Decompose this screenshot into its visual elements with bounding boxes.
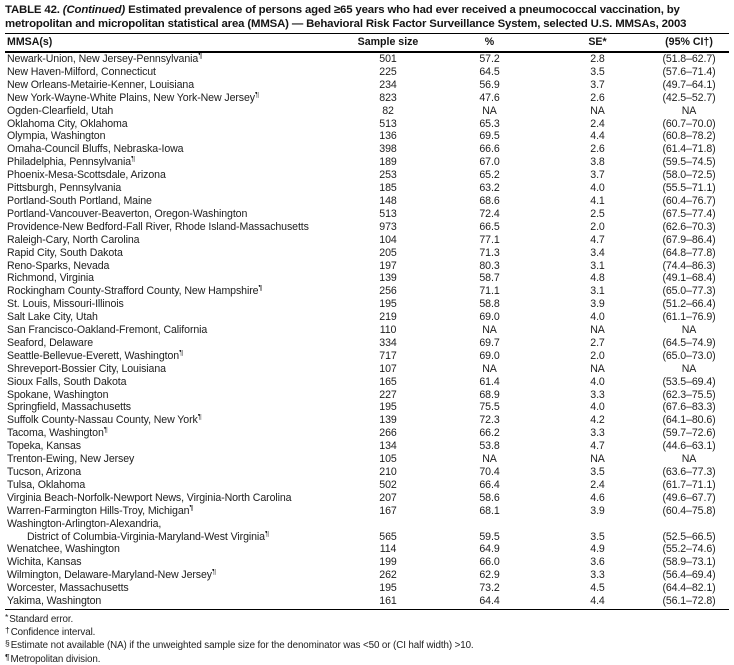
- footnote-symbol: *: [5, 611, 9, 622]
- confidence-interval-value: (67.5–77.4): [662, 207, 716, 220]
- table-body: [5, 52, 729, 609]
- standard-error-value: 2.8: [590, 53, 605, 65]
- footnote-marker: ¶: [254, 91, 260, 99]
- column-header-percent: %: [433, 34, 546, 53]
- confidence-interval-value: (63.6–77.3): [662, 466, 716, 478]
- mmsa-name: Seattle-Bellevue-Everett, Washington¶: [7, 349, 184, 362]
- mmsa-name: District of Columbia-Virginia-Maryland-West Virginia¶: [27, 530, 270, 543]
- sample-size-value: 82: [382, 104, 394, 117]
- mmsa-name: Portland-South Portland, Maine: [7, 194, 152, 207]
- footnote-marker: ¶: [212, 569, 217, 577]
- percent-value: 68.1: [479, 504, 500, 517]
- sample-size-value: 502: [379, 478, 397, 491]
- table-row: [5, 337, 729, 350]
- percent-value: 65.2: [479, 169, 500, 182]
- sample-size-value: 234: [379, 78, 397, 91]
- mmsa-name: Sioux Falls, South Dakota: [7, 375, 127, 388]
- confidence-interval-value: (59.7–72.6): [662, 427, 716, 440]
- standard-error-value: 2.4: [590, 478, 605, 491]
- footnote-marker: ¶: [264, 530, 270, 538]
- confidence-interval-value: (61.4–71.8): [662, 143, 716, 156]
- standard-error-value: 3.5: [590, 530, 605, 543]
- sample-size-value: 110: [379, 324, 397, 337]
- confidence-interval-value: (67.6–83.3): [662, 401, 716, 414]
- standard-error-value: 4.5: [590, 582, 605, 595]
- confidence-interval-value: (52.5–66.5): [662, 530, 716, 543]
- sample-size-value: 253: [379, 169, 397, 182]
- footnote: [5, 612, 729, 625]
- sample-size-value: 165: [379, 375, 397, 388]
- table-row: [5, 543, 729, 556]
- mmsa-name: Portland-Vancouver-Beaverton, Oregon-Washington: [7, 207, 248, 220]
- percent-value: 69.7: [479, 336, 500, 349]
- table-row: [5, 492, 729, 505]
- footnote: [5, 625, 729, 638]
- confidence-interval-value: (58.0–72.5): [662, 169, 716, 182]
- table-row: [5, 350, 729, 363]
- table-row: [5, 260, 729, 273]
- standard-error-value: 2.5: [590, 207, 605, 220]
- percent-value: 66.4: [479, 478, 500, 491]
- percent-value: 71.3: [479, 246, 500, 259]
- table-row: [5, 505, 729, 518]
- prevalence-table: [5, 33, 729, 610]
- table-row: [5, 453, 729, 466]
- confidence-interval-value: (49.6–67.7): [662, 491, 716, 504]
- mmsa-name: Spokane, Washington: [7, 388, 109, 401]
- mmsa-name: New Orleans-Metairie-Kenner, Louisiana: [7, 78, 194, 91]
- footnote-marker: ¶: [189, 504, 194, 512]
- confidence-interval-value: (62.6–70.3): [662, 220, 716, 233]
- sample-size-value: 189: [379, 156, 397, 169]
- sample-size-value: 104: [379, 233, 397, 246]
- footnote-marker: ¶: [131, 156, 136, 164]
- standard-error-value: 2.4: [590, 117, 605, 130]
- percent-value: 66.2: [479, 427, 500, 440]
- sample-size-value: 199: [379, 556, 397, 569]
- standard-error-value: 2.0: [590, 349, 605, 362]
- table-row: [5, 298, 729, 311]
- standard-error-value: 4.2: [590, 414, 605, 427]
- percent-value: 69.0: [479, 311, 500, 324]
- standard-error-value: 4.6: [590, 491, 605, 504]
- sample-size-value: 219: [379, 311, 397, 324]
- mmsa-name: Washington-Arlington-Alexandria,: [7, 517, 162, 530]
- mmsa-name: Wilmington, Delaware-Maryland-New Jersey¶: [7, 569, 217, 582]
- sample-size-value: 334: [379, 336, 397, 349]
- standard-error-value: 3.4: [590, 246, 605, 259]
- mmsa-name: Salt Lake City, Utah: [7, 311, 98, 324]
- percent-value: 72.3: [479, 414, 500, 427]
- confidence-interval-value: (65.0–73.0): [662, 349, 716, 362]
- standard-error-value: 3.6: [590, 556, 605, 569]
- mmsa-name: Providence-New Bedford-Fall River, Rhode Island-Massachusetts: [7, 220, 309, 233]
- sample-size-value: 134: [379, 440, 397, 453]
- confidence-interval-value: (60.7–70.0): [662, 117, 716, 130]
- standard-error-value: 4.4: [546, 595, 649, 609]
- table-row: [5, 582, 729, 595]
- standard-error-value: 3.3: [590, 569, 605, 582]
- standard-error-value: 3.7: [590, 169, 605, 182]
- standard-error-value: 4.0: [590, 401, 605, 414]
- standard-error-value: 2.6: [590, 143, 605, 156]
- mmsa-name: Pittsburgh, Pennsylvania: [7, 182, 122, 195]
- percent-value: NA: [482, 453, 497, 466]
- mmsa-name: San Francisco-Oakland-Fremont, California: [7, 324, 208, 337]
- table-title-text: Estimated prevalence of persons aged ≥65 years who had ever received a pneumococcal vaccination, by metropolitan and micropolitan statistical area (MMSA) — Behavioral Risk Factor Surveillance System, selected U.S. MMSAs, 2003: [5, 4, 687, 30]
- standard-error-value: 4.9: [590, 543, 605, 556]
- percent-value: 70.4: [479, 466, 500, 478]
- standard-error-value: 4.0: [590, 375, 605, 388]
- table-row: [5, 518, 729, 531]
- percent-value: 71.1: [479, 285, 500, 298]
- sample-size-value: 205: [379, 246, 397, 259]
- mmsa-name: Raleigh-Cary, North Carolina: [7, 233, 140, 246]
- table-row: [5, 466, 729, 479]
- standard-error-value: 4.0: [590, 182, 605, 195]
- footnote-marker: ¶: [179, 349, 184, 357]
- footnote-text: Confidence interval.: [10, 627, 96, 639]
- standard-error-value: 4.0: [590, 311, 605, 324]
- table-row: [5, 156, 729, 169]
- mmsa-name: Rockingham County-Strafford County, New Hampshire¶: [7, 285, 263, 298]
- percent-value: 68.6: [479, 194, 500, 207]
- footnote-marker: ¶: [197, 414, 202, 422]
- mmsa-name: Worcester, Massachusetts: [7, 582, 129, 595]
- mmsa-name: New Haven-Milford, Connecticut: [7, 65, 156, 78]
- confidence-interval-value: (51.2–66.4): [662, 298, 716, 311]
- sample-size-value: 161: [343, 595, 433, 609]
- percent-value: 58.7: [479, 272, 500, 285]
- table-row: [5, 427, 729, 440]
- column-header-sample-size: Sample size: [343, 34, 433, 53]
- mmsa-name: Wichita, Kansas: [7, 556, 82, 569]
- sample-size-value: 513: [379, 117, 397, 130]
- table-row: [5, 389, 729, 402]
- sample-size-value: 139: [379, 414, 397, 427]
- column-header-mmsa: MMSA(s): [5, 34, 343, 53]
- standard-error-value: 4.8: [590, 272, 605, 285]
- table-row: [5, 569, 729, 582]
- standard-error-value: 3.9: [590, 298, 605, 311]
- confidence-interval-value: (61.7–71.1): [662, 478, 716, 491]
- sample-size-value: 565: [379, 530, 397, 543]
- sample-size-value: 823: [379, 91, 397, 104]
- percent-value: NA: [482, 362, 497, 375]
- percent-value: 80.3: [479, 259, 500, 272]
- sample-size-value: 210: [379, 466, 397, 478]
- mmsa-name: St. Louis, Missouri-Illinois: [7, 298, 124, 311]
- standard-error-value: 2.6: [590, 91, 605, 104]
- mmsa-name: Tacoma, Washington¶: [7, 427, 108, 440]
- confidence-interval-value: (61.1–76.9): [662, 311, 716, 324]
- standard-error-value: 3.1: [590, 285, 605, 298]
- percent-value: 62.9: [479, 569, 500, 582]
- sample-size-value: 195: [379, 401, 397, 414]
- mmsa-name: Tucson, Arizona: [7, 466, 82, 478]
- confidence-interval-value: (62.3–75.5): [662, 388, 716, 401]
- table-row: [5, 182, 729, 195]
- sample-size-value: 225: [379, 65, 397, 78]
- standard-error-value: NA: [590, 453, 605, 466]
- percent-value: 75.5: [479, 401, 500, 414]
- table-row: [5, 79, 729, 92]
- percent-value: 64.9: [479, 543, 500, 556]
- sample-size-value: 167: [379, 504, 397, 517]
- mmsa-name: Wenatchee, Washington: [7, 543, 120, 556]
- table-row: [5, 272, 729, 285]
- standard-error-value: NA: [590, 362, 605, 375]
- standard-error-value: 3.5: [590, 65, 605, 78]
- mmsa-name: Yakima, Washington: [5, 595, 343, 609]
- mmsa-name: Warren-Farmington Hills-Troy, Michigan¶: [7, 504, 194, 517]
- table-row: [5, 221, 729, 234]
- table-row: [5, 440, 729, 453]
- confidence-interval-value: [649, 518, 729, 531]
- mmsa-name: Topeka, Kansas: [7, 440, 81, 453]
- mmsa-name: Ogden-Clearfield, Utah: [7, 104, 114, 117]
- percent-value: 66.0: [479, 556, 500, 569]
- percent-value: NA: [482, 324, 497, 337]
- percent-value: 73.2: [479, 582, 500, 595]
- percent-value: NA: [482, 104, 497, 117]
- mmsa-name: Trenton-Ewing, New Jersey: [7, 453, 135, 466]
- table-row: [5, 208, 729, 221]
- percent-value: 68.9: [479, 388, 500, 401]
- confidence-interval-value: (64.1–80.6): [662, 414, 716, 427]
- mmsa-name: Richmond, Virginia: [7, 272, 94, 285]
- column-header-ci: (95% CI†): [649, 34, 729, 53]
- mmsa-name: Omaha-Council Bluffs, Nebraska-Iowa: [7, 143, 184, 156]
- sample-size-value: 148: [379, 194, 397, 207]
- footnote-marker: ¶: [258, 285, 263, 293]
- confidence-interval-value: (74.4–86.3): [662, 259, 716, 272]
- footnote-marker: ¶: [103, 427, 108, 435]
- confidence-interval-value: (49.1–68.4): [662, 272, 716, 285]
- confidence-interval-value: (57.6–71.4): [662, 65, 716, 78]
- sample-size-value: 266: [379, 427, 397, 440]
- sample-size-value: 197: [379, 259, 397, 272]
- standard-error-value: 2.7: [590, 336, 605, 349]
- standard-error-value: 4.7: [590, 440, 605, 453]
- sample-size-value: 139: [379, 272, 397, 285]
- table-row: [5, 105, 729, 118]
- confidence-interval-value: (55.2–74.6): [662, 543, 716, 556]
- footnote-marker: ¶: [198, 52, 203, 60]
- table-row: [5, 92, 729, 105]
- table-row: [5, 118, 729, 131]
- column-header-se: SE*: [546, 34, 649, 53]
- confidence-interval-value: (64.5–74.9): [662, 336, 716, 349]
- confidence-interval-value: (59.5–74.5): [662, 156, 716, 169]
- table-row: [5, 66, 729, 79]
- confidence-interval-value: (64.8–77.8): [662, 246, 716, 259]
- table-title: [5, 4, 729, 31]
- confidence-interval-value: (42.5–52.7): [662, 91, 716, 104]
- table-row: [5, 595, 729, 609]
- percent-value: 64.4: [433, 595, 546, 609]
- standard-error-value: 3.3: [590, 427, 605, 440]
- confidence-interval-value: (60.4–76.7): [662, 194, 716, 207]
- table-row: [5, 414, 729, 427]
- standard-error-value: 3.3: [590, 388, 605, 401]
- table-row: [5, 311, 729, 324]
- mmsa-name: Tulsa, Oklahoma: [7, 478, 86, 491]
- mmsa-name: Reno-Sparks, Nevada: [7, 259, 110, 272]
- mmsa-name: Newark-Union, New Jersey-Pennsylvania¶: [7, 52, 203, 65]
- footnote-text: Estimate not available (NA) if the unweighted sample size for the denominator was <50 or (CI half width) >10.: [10, 640, 474, 652]
- standard-error-value: 2.0: [590, 220, 605, 233]
- sample-size-value: 195: [379, 298, 397, 311]
- table-row: [5, 376, 729, 389]
- sample-size-value: 513: [379, 207, 397, 220]
- confidence-interval-value: (58.9–73.1): [662, 556, 716, 569]
- percent-value: 53.8: [479, 440, 500, 453]
- percent-value: 56.9: [479, 78, 500, 91]
- table-continued-label: (Continued): [62, 4, 126, 16]
- table-row: [5, 285, 729, 298]
- mmsa-name: Suffolk County-Nassau County, New York¶: [7, 414, 202, 427]
- sample-size-value: 185: [379, 182, 397, 195]
- confidence-interval-value: (49.7–64.1): [662, 78, 716, 91]
- confidence-interval-value: NA: [681, 324, 697, 337]
- table-row: [5, 363, 729, 376]
- percent-value: 59.5: [479, 530, 500, 543]
- mmsa-name: Philadelphia, Pennsylvania¶: [7, 156, 136, 169]
- sample-size-value: 717: [379, 349, 397, 362]
- standard-error-value: [546, 518, 649, 531]
- standard-error-value: 3.5: [590, 466, 605, 478]
- table-row: [5, 52, 729, 66]
- sample-size-value: 195: [379, 582, 397, 595]
- confidence-interval-value: (60.8–78.2): [662, 130, 716, 143]
- standard-error-value: 3.7: [590, 78, 605, 91]
- percent-value: 63.2: [479, 182, 500, 195]
- confidence-interval-value: NA: [681, 104, 697, 117]
- footnote-symbol: §: [5, 638, 10, 649]
- table-row: [5, 247, 729, 260]
- confidence-interval-value: (51.8–62.7): [662, 53, 716, 65]
- footnote: [5, 652, 729, 665]
- footnote-text: Metropolitan division.: [10, 653, 101, 665]
- confidence-interval-value: (65.0–77.3): [662, 285, 716, 298]
- table-row: [5, 556, 729, 569]
- percent-value: 47.6: [479, 91, 500, 104]
- confidence-interval-value: NA: [681, 362, 697, 375]
- mmsa-name: Olympia, Washington: [7, 130, 106, 143]
- standard-error-value: 4.7: [590, 233, 605, 246]
- footnotes: [5, 612, 729, 665]
- percent-value: 69.5: [479, 130, 500, 143]
- standard-error-value: 3.9: [590, 504, 605, 517]
- percent-value: 72.4: [479, 207, 500, 220]
- table-row: [5, 143, 729, 156]
- sample-size-value: 105: [379, 453, 397, 466]
- sample-size-value: 256: [379, 285, 397, 298]
- table-row: [5, 531, 729, 544]
- footnote: [5, 638, 729, 651]
- mmsa-name: New York-Wayne-White Plains, New York-New Jersey¶: [7, 91, 260, 104]
- standard-error-value: 3.1: [590, 259, 605, 272]
- table-row: [5, 130, 729, 143]
- standard-error-value: 4.1: [590, 194, 605, 207]
- table-row: [5, 401, 729, 414]
- percent-value: 69.0: [479, 349, 500, 362]
- table-row: [5, 324, 729, 337]
- percent-value: 65.3: [479, 117, 500, 130]
- standard-error-value: 4.4: [590, 130, 605, 143]
- standard-error-value: 3.8: [590, 156, 605, 169]
- percent-value: 57.2: [479, 53, 500, 65]
- sample-size-value: 114: [379, 543, 397, 556]
- sample-size-value: 398: [379, 143, 397, 156]
- confidence-interval-value: (67.9–86.4): [662, 233, 716, 246]
- percent-value: 58.6: [479, 491, 500, 504]
- percent-value: 58.8: [479, 298, 500, 311]
- table-row: [5, 479, 729, 492]
- mmsa-name: Springfield, Massachusetts: [7, 401, 131, 414]
- percent-value: 67.0: [479, 156, 500, 169]
- table-header-row: [5, 34, 729, 53]
- confidence-interval-value: (53.5–69.4): [662, 375, 716, 388]
- confidence-interval-value: NA: [681, 453, 697, 466]
- table-number: TABLE 42.: [5, 4, 60, 16]
- mmsa-name: Rapid City, South Dakota: [7, 246, 123, 259]
- table-row: [5, 234, 729, 247]
- confidence-interval-value: (60.4–75.8): [662, 504, 716, 517]
- confidence-interval-value: (56.1–72.8): [649, 595, 729, 609]
- percent-value: 66.6: [479, 143, 500, 156]
- mmsa-name: Oklahoma City, Oklahoma: [7, 117, 128, 130]
- mmsa-name: Virginia Beach-Norfolk-Newport News, Virginia-North Carolina: [7, 491, 292, 504]
- sample-size-value: 207: [379, 491, 397, 504]
- sample-size-value: 973: [379, 220, 397, 233]
- sample-size-value: 501: [379, 53, 397, 65]
- percent-value: 64.5: [479, 65, 500, 78]
- sample-size-value: 262: [379, 569, 397, 582]
- percent-value: [433, 518, 546, 531]
- footnote-text: Standard error.: [9, 613, 74, 625]
- confidence-interval-value: (64.4–82.1): [662, 582, 716, 595]
- mmsa-name: Shreveport-Bossier City, Louisiana: [7, 362, 166, 375]
- confidence-interval-value: (56.4–69.4): [662, 569, 716, 582]
- sample-size-value: 227: [379, 388, 397, 401]
- percent-value: 66.5: [479, 220, 500, 233]
- percent-value: 61.4: [479, 375, 500, 388]
- mmsa-name: Seaford, Delaware: [7, 336, 94, 349]
- table-row: [5, 195, 729, 208]
- table-row: [5, 169, 729, 182]
- footnote-symbol: †: [5, 625, 10, 636]
- sample-size-value: 136: [379, 130, 397, 143]
- mmsa-name: Phoenix-Mesa-Scottsdale, Arizona: [7, 169, 166, 182]
- percent-value: 77.1: [479, 233, 500, 246]
- standard-error-value: NA: [590, 104, 605, 117]
- standard-error-value: NA: [590, 324, 605, 337]
- sample-size-value: 107: [379, 362, 397, 375]
- confidence-interval-value: (55.5–71.1): [662, 182, 716, 195]
- sample-size-value: [343, 518, 433, 531]
- confidence-interval-value: (44.6–63.1): [662, 440, 716, 453]
- footnote-symbol: ¶: [5, 651, 10, 662]
